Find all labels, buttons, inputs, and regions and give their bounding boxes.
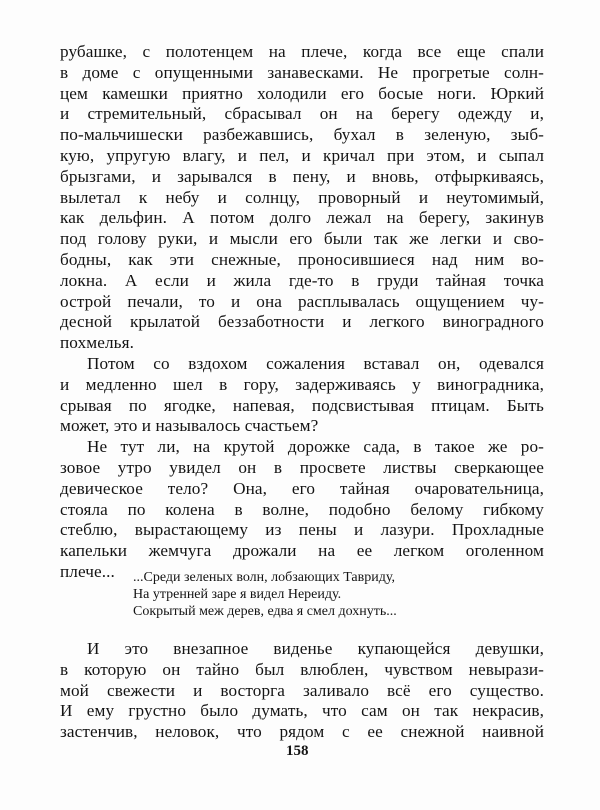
text-line: бодны, как эти снежные, проносившиеся над ним во-	[60, 250, 544, 269]
text-line: вылетал к небу и солнцу, проворный и неутомимый,	[60, 188, 544, 207]
text-line: под голову руки, и мысли его были так же легки и сво-	[60, 229, 544, 248]
text-line: девическое тело? Она, его тайная очаровательница,	[60, 479, 544, 498]
text-line: Не тут ли, на крутой дорожке сада, в такое же ро-	[87, 437, 544, 456]
text-line: острой печали, то и она расплывалась ощущением чу-	[60, 292, 544, 311]
text-line: в которую он тайно был влюблен, чувством невырази-	[60, 659, 544, 679]
text-line: кую, упругую влагу, и пел, и кричал при этом, и сыпал	[60, 146, 544, 165]
poem-line: На утренней заре я видел Нереиду.	[133, 587, 342, 602]
text-line: десной крылатой беззаботности и легкого виноградного	[60, 312, 544, 331]
text-line: как дельфин. А потом долго лежал на берегу, закинув	[60, 208, 544, 227]
text-line: Потом со вздохом сожаления вставал он, одевался	[87, 354, 544, 373]
text-line: цем камешки приятно холодили его босые ноги. Юркий	[60, 84, 544, 103]
text-line: плече...	[60, 562, 115, 581]
text-line: по-мальчишески разбежавшись, бухал в зеленую, зыб-	[60, 125, 544, 144]
text-line: может, это и называлось счастьем?	[60, 416, 319, 435]
text-line: в доме с опущенными занавесками. Не прогретые солн-	[60, 63, 544, 82]
poem-line: ...Среди зеленых волн, лобзающих Тавриду,	[133, 570, 395, 585]
text-line: И ему грустно было думать, что сам он так некрасив,	[60, 701, 544, 721]
text-line: мой свежести и восторга заливало всё его существо.	[60, 680, 544, 700]
text-line: срывая по ягодке, напевая, подсвистывая птицам. Быть	[60, 396, 544, 415]
text-line: и стремительный, сбрасывал он на берегу одежду и,	[60, 104, 544, 123]
poem-line: Сокрытый меж дерев, едва я смел дохнуть...	[133, 604, 397, 619]
text-line: и медленно шел в гору, задерживаясь у виноградника,	[60, 375, 544, 394]
text-line: стеблю, вырастающему из пены и лазури. Прохладные	[60, 520, 544, 539]
text-line: рубашке, с полотенцем на плече, когда все еще спали	[60, 42, 544, 61]
text-line: И это внезапное виденье купающейся девушки,	[87, 639, 544, 658]
page-number: 158	[286, 743, 309, 759]
text-line: стояла по колена в волне, подобно белому гибкому	[60, 500, 544, 519]
text-line: застенчив, неловок, что рядом с ее снежной наивной	[60, 722, 544, 742]
text-line: локна. А если и жила где-то в груди тайная точка	[60, 271, 544, 290]
text-line: похмелья.	[60, 333, 134, 352]
text-line: капельки жемчуга дрожали на ее легком оголенном	[60, 541, 544, 560]
text-line: брызгами, и зарывался в пену, и вновь, отфыркиваясь,	[60, 167, 544, 186]
text-line: зовое утро увидел он в просвете листвы сверкающее	[60, 458, 544, 477]
